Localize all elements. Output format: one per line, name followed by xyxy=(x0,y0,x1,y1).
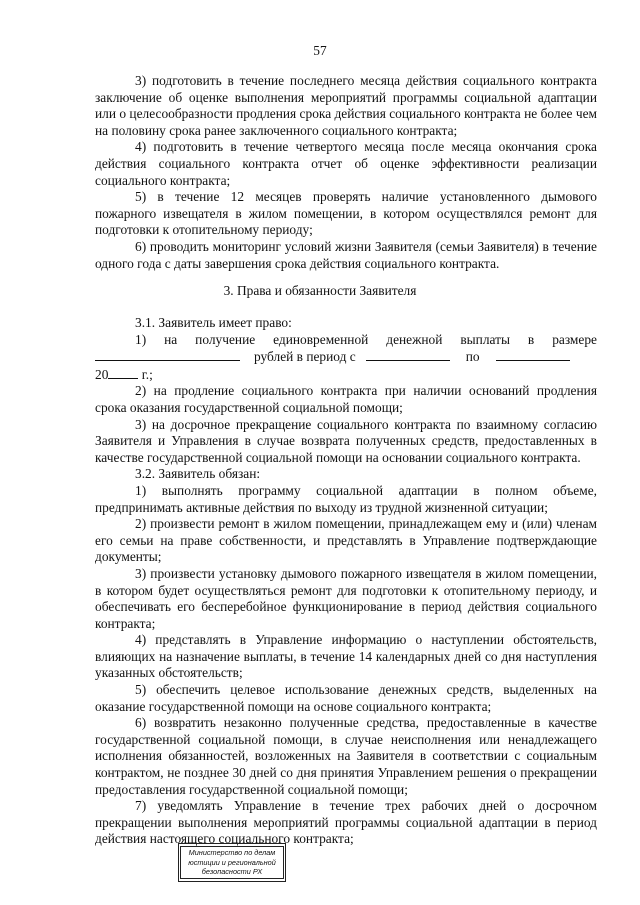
rights-block xyxy=(95,315,597,848)
stamp-line-2: юстиции и региональной xyxy=(188,857,276,867)
year-line xyxy=(95,366,597,384)
list-item: 5) в течение 12 месяцев проверять наличие установленного дымового пожарного извещателя в жилом помещении, в котором осуществлялся ремонт для подготовки к отопительному периоду; xyxy=(95,189,597,238)
ministry-stamp xyxy=(178,843,286,882)
list-item: 3) на досрочное прекращение социального контракта по взаимному согласию Заявителя и Управления в случае возврата полученных средств, предоставленных в качестве государственной социальной помощи на основании социального контракта. xyxy=(95,416,597,465)
list-item: 3) подготовить в течение последнего месяца действия социального контракта заключение об оценке выполнения мероприятий программы социальной адаптации или о целесообразности продления срока действия социального контракта не более чем на половину срока ранее заключенного социального контракта; xyxy=(95,73,597,138)
stamp-line-1: Министерство по делам xyxy=(188,848,276,857)
section-title: 3. Права и обязанности Заявителя xyxy=(223,283,417,298)
section2-items xyxy=(95,73,597,272)
year-suffix: г.; xyxy=(141,366,153,382)
list-item: 4) подготовить в течение четвертого месяца после месяца окончания срока действия социального контракта отчет об оценке эффективности реализации социального контракта; xyxy=(95,139,597,188)
list-item: 6) возвратить незаконно полученные средства, предоставленные в качестве государственной социальной помощи, в случае неисполнения или ненадлежащего исполнения обязанностей, возложенных на Заявителя в соответствии с социальным контрактом, не позднее 30 дней со дня принятия Управлением решения о прекращении предоставления государственной социальной помощи; xyxy=(95,715,597,797)
list-item: 5) обеспечить целевое использование денежных средств, выделенных на оказание государственной помощи на основе социального контракта; xyxy=(95,682,597,714)
year-blank xyxy=(108,366,138,379)
right-1-blanks xyxy=(95,348,597,366)
list-item: 7) уведомлять Управление в течение трех рабочих дней о досрочном прекращении выполнения мероприятий программы социальной адаптации в период действия настоящего социального контракта; xyxy=(95,798,597,847)
list-item: 6) проводить мониторинг условий жизни Заявителя (семьи Заявителя) в течение одного года с даты завершения срока действия социального контракта. xyxy=(95,238,597,271)
duties-heading: 3.2. Заявитель обязан: xyxy=(135,466,261,482)
date-to-blank xyxy=(496,348,570,361)
to-label: по xyxy=(465,349,480,365)
amount-blank xyxy=(95,348,240,361)
page-number: 57 xyxy=(313,43,327,58)
rubles-label: рублей в период с xyxy=(254,349,356,365)
list-item: 2) на продление социального контракта при наличии оснований продления срока оказания государственной социальной помощи; xyxy=(95,383,597,415)
list-item: 3) произвести установку дымового пожарного извещателя в жилом помещении, в котором будет осуществляться ремонт для подготовки к отопительному периоду, и обеспечивать его бесперебойное функционирование в период действия социального контракта; xyxy=(95,565,597,631)
list-item: 1) выполнять программу социальной адаптации в полном объеме, предпринимать активные действия по выходу из трудной жизненной ситуации; xyxy=(95,482,597,515)
list-item: 2) произвести ремонт в жилом помещении, принадлежащем ему и (или) членам его семьи на праве собственности, и представлять в Управление подтверждающие документы; xyxy=(95,516,597,565)
date-from-blank xyxy=(366,348,450,361)
year-prefix: 20 xyxy=(95,366,109,382)
right-1-line: 1) на получение единовременной денежной выплаты в размере xyxy=(135,331,597,347)
list-item: 4) представлять в Управление информацию о наступлении обстоятельств, влияющих на назначение выплаты, в течение 14 календарных дней со дня наступления указанных обстоятельств; xyxy=(95,632,597,681)
stamp-line-3: безопасности РХ xyxy=(201,867,263,876)
rights-heading: 3.1. Заявитель имеет право: xyxy=(135,315,292,330)
